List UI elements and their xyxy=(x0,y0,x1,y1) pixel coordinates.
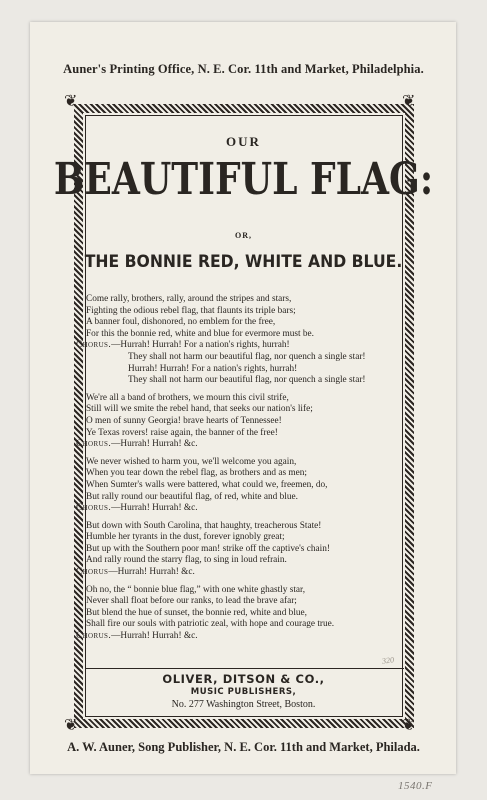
lyric-line: When Sumter's walls were battered, what could we, freemen, do, xyxy=(86,479,328,490)
corner-ornament-icon: ❦ xyxy=(64,717,78,734)
printer-imprint: Auner's Printing Office, N. E. Cor. 11th and Market, Philadelphia. xyxy=(63,62,424,76)
catalog-mark: 1540.F xyxy=(398,780,433,792)
lyric-line: We're all a band of brothers, we mourn this civil strife, xyxy=(86,392,289,403)
lyric-line: Oh no, the “ bonnie blue flag,” with one white ghastly star, xyxy=(86,584,306,595)
title-prefix: OUR xyxy=(226,134,261,149)
publisher-role: MUSIC PUBLISHERS, xyxy=(190,687,297,697)
chorus-line: Chorus.—Hurrah! Hurrah! For a nation's rights, hurrah! xyxy=(76,340,290,351)
chorus-line: Chorus—Hurrah! Hurrah! &c. xyxy=(76,567,195,578)
chorus-line: Chorus.—Hurrah! Hurrah! &c. xyxy=(76,439,198,450)
lyric-line: But blend the hue of sunset, the bonnie red, white and blue, xyxy=(86,607,308,618)
chorus-line: Chorus.—Hurrah! Hurrah! &c. xyxy=(76,631,198,642)
chorus-line: They shall not harm our beautiful flag, nor quench a single star! xyxy=(128,375,366,386)
lyric-line: Shall fire our souls with patriotic zeal, with hope and courage true. xyxy=(86,619,335,630)
title-or: OR, xyxy=(235,231,252,240)
lyric-line: But rally round our beautiful flag, of red, white and blue. xyxy=(86,491,298,502)
lyric-line: Fighting the odious rebel flag, that flaunts its triple bars; xyxy=(86,305,296,316)
lyric-line: A banner foul, dishonored, no emblem for the free, xyxy=(86,317,276,328)
chorus-line: They shall not harm our beautiful flag, nor quench a single star! xyxy=(128,351,366,362)
lyric-line: Come rally, brothers, rally, around the stripes and stars, xyxy=(86,294,292,304)
footer-imprint: A. W. Auner, Song Publisher, N. E. Cor. 11th and Market, Philada. xyxy=(67,740,420,754)
lyric-line: Ye Texas rovers! raise again, the banner of the free! xyxy=(86,427,278,438)
lyric-line: Humble her tyrants in the dust, forever ignobly great; xyxy=(86,532,285,543)
lyric-line: We never wished to harm you, we'll welcome you again, xyxy=(86,456,297,467)
divider xyxy=(86,668,404,669)
chorus-label: Chorus. xyxy=(76,340,112,351)
song-subtitle: THE BONNIE RED, WHITE AND BLUE. xyxy=(84,252,403,272)
chorus-line: Chorus.—Hurrah! Hurrah! &c. xyxy=(76,503,198,514)
lyric-line: But down with South Carolina, that haughty, treacherous State! xyxy=(86,520,322,531)
publisher-name: OLIVER, DITSON & CO., xyxy=(162,672,325,686)
publisher-address: No. 277 Washington Street, Boston. xyxy=(171,699,316,710)
lyric-line: Still will we smite the rebel hand, that seeks our nation's life; xyxy=(86,404,313,415)
corner-ornament-icon: ❦ xyxy=(402,93,416,110)
corner-ornament-icon: ❦ xyxy=(64,93,78,110)
lyric-line: For this the bonnie red, white and blue for evermore must be. xyxy=(86,328,314,339)
lyric-line: O men of sunny Georgia! brave hearts of Tennessee! xyxy=(86,415,282,426)
lyric-line: And rally round the starry flag, to sing in loud refrain. xyxy=(86,555,287,566)
chorus-line: Hurrah! Hurrah! For a nation's rights, hurrah! xyxy=(128,363,298,374)
lyric-line: When you tear down the rebel flag, as brothers and as men; xyxy=(86,468,307,479)
lyric-line: Never shall float before our ranks, to lead the brave afar; xyxy=(86,596,297,607)
pencil-note: 320 xyxy=(381,655,395,666)
lyric-line: But up with the Southern poor man! strike off the captive's chain! xyxy=(86,543,330,554)
song-title: BEAUTIFUL FLAG: xyxy=(53,154,434,205)
lyrics xyxy=(76,294,404,643)
corner-ornament-icon: ❦ xyxy=(402,717,416,734)
